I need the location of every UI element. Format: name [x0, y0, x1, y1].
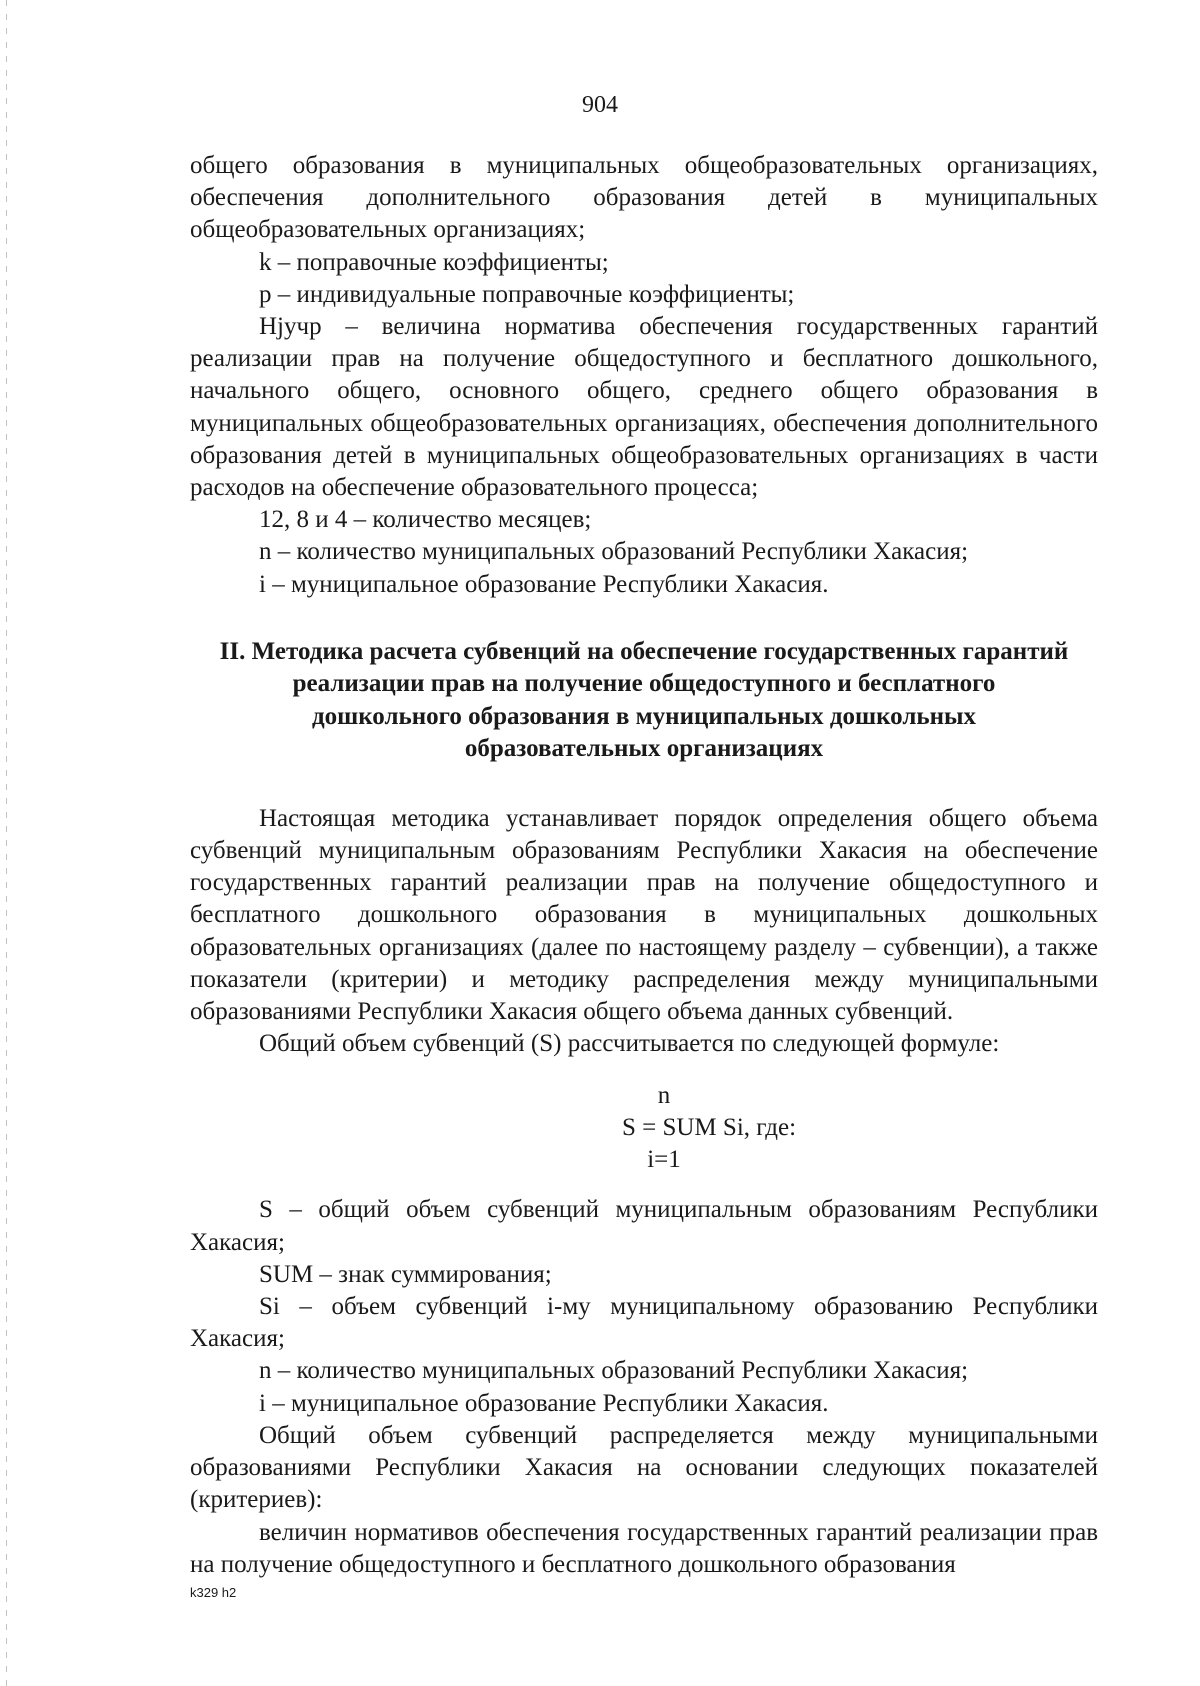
definition-si: Si – объем субвенций i-му муниципальному образованию Республики Хакасия; — [190, 1293, 1098, 1353]
paragraph-methodology-intro: Настоящая методика устанавливает порядок определения общего объема субвенций муниципальным образованиям Республики Хакасия на обеспечение государственных гарантий реализации прав на получение общедоступного и бесплатного дошкольного образования в муниципальных дошкольных образовательных организациях (далее по настоящему разделу – субвенции), а также показатели (критерии) и методику распределения между муниципальными образованиями Республики Хакасия общего объема данных субвенций. — [190, 804, 1098, 1026]
section-heading-line: образовательных организациях — [464, 735, 824, 763]
definition-i: i – муниципальное образование Республики Хакасия. — [259, 570, 829, 598]
paragraph-formula-intro: Общий объем субвенций (S) рассчитывается по следующей формуле: — [259, 1030, 1000, 1058]
sum-formula — [190, 1080, 1098, 1176]
definition-s: S – общий объем субвенций муниципальным образованиям Республики Хакасия; — [190, 1196, 1098, 1256]
definition-n: n – количество муниципальных образований Республики Хакасия; — [259, 1357, 969, 1385]
definition-p: p – индивидуальные поправочные коэффициенты; — [259, 280, 795, 308]
document-body — [190, 150, 1098, 1581]
page-number: 904 — [582, 92, 618, 118]
paragraph-continuation: общего образования в муниципальных общеобразовательных организациях, обеспечения дополнительного образования детей в муниципальных общеобразовательных организациях; — [190, 152, 1098, 244]
formula-lower-limit: i=1 — [647, 1146, 681, 1174]
section-heading — [190, 636, 1098, 766]
definition-k: k – поправочные коэффициенты; — [259, 248, 609, 276]
section-heading-line: II. Методика расчета субвенций на обеспечение государственных гарантий — [219, 637, 1069, 665]
definition-n: n – количество муниципальных образований Республики Хакасия; — [259, 538, 969, 566]
footer-code: k329 h2 — [190, 1585, 237, 1600]
definition-norm: Нјучр – величина норматива обеспечения государственных гарантий реализации прав на получение общедоступного и бесплатного дошкольного, начального общего, основного общего, среднего общего образования в муниципальных общеобразовательных организациях, обеспечения дополнительного образования детей в муниципальных общеобразовательных организациях в части расходов на обеспечение образовательного процесса; — [190, 313, 1098, 502]
definition-i: i – муниципальное образование Республики Хакасия. — [259, 1389, 829, 1417]
definition-sum: SUM – знак суммирования; — [259, 1260, 552, 1288]
definition-months: 12, 8 и 4 – количество месяцев; — [259, 506, 592, 534]
paragraph-criteria: величин нормативов обеспечения государственных гарантий реализации прав на получение общедоступного и бесплатного дошкольного образования — [190, 1518, 1098, 1578]
formula-main: S = SUM Si, где: — [621, 1114, 797, 1142]
section-heading-line: реализации прав на получение общедоступного и бесплатного — [292, 670, 996, 698]
scan-edge-artifact — [6, 0, 7, 1686]
paragraph-distribution: Общий объем субвенций распределяется между муниципальными образованиями Республики Хакасия на основании следующих показателей (критериев): — [190, 1421, 1098, 1514]
section-heading-line: дошкольного образования в муниципальных дошкольных — [311, 702, 976, 730]
formula-upper-limit: n — [657, 1082, 671, 1110]
